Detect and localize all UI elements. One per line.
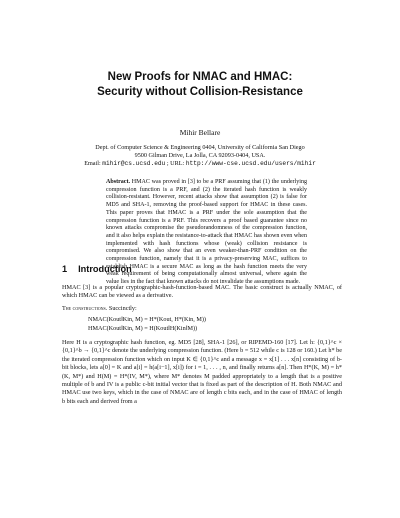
contact-line [0,160,400,169]
abstract-label: Abstract. [106,179,131,185]
paper-title-line1: New Proofs for NMAC and HMAC: [107,71,293,83]
affiliation-line1: Dept. of Computer Science & Engineering 0404, University of California San Diego [95,144,305,151]
constructions-paragraph [62,305,342,313]
abstract [106,179,307,287]
email-link[interactable]: mihir@cs.ucsd.edu [102,160,166,167]
intro-paragraph-1: HMAC [3] is a popular cryptographic-hash-function-based MAC. The basic construct is actually NMAC, of which HMAC can be viewed as a derivative. [62,284,342,300]
section-number: 1 [62,264,68,274]
equation-nmac: NMAC(Kout‖Kin, M) = H*(Kout, H*(Kin, M)) [88,316,206,323]
intro-paragraph-2: Here H is a cryptographic hash function, eg. MD5 [28], SHA-1 [26], or RIPEMD-160 [17]. Let h: {0,1}^c × {0,1}^b → {0,1}^c denote the underlying compression function. (Here b = 512 while c is 128 or 160.) Let h* be the iterated compression function which on input K ∈ {0,1}^c and a message x = x[1] . . . x[n] consisting of b-bit blocks, lets a[0] = K and a[i] = h(a[i−1], x[i]) for i = 1, . . . , n, and finally returns a[n]. Then H*(K, M) = h*(K, M*) and H(M) = H*(IV, M*), where M* denotes M padded appropriately to a length that is a positive multiple of b and IV is a public c-bit initial vector that is fixed as part of the description of H. Both NMAC and HMAC use two keys, which in the case of NMAC are of length c bits each, and in the case of HMAC of length b bits each and derived from a [62,339,342,405]
url-prefix: ; URL: [165,160,186,167]
constructions-text: Succinctly: [107,305,137,312]
paper-title-line2: Security without Collision-Resistance [97,86,303,98]
constructions-label: The constructions. [62,305,108,312]
homepage-link[interactable]: http://www-cse.ucsd.edu/users/mihir [185,160,316,167]
author-name: Mihir Bellare [179,128,221,137]
abstract-text: HMAC was proved in [3] to be a PRF assuming that (1) the underlying compression function is a PRF, and (2) the iterated hash function is weakly collision-resistant. However, recent attacks show that assumption (2) is false for MD5 and SHA-1, removing the proof-based support for HMAC in these cases. This paper proves that HMAC is a PRF under the sole assumption that the compression function is a PRF. This recovers a proof based guarantee since no known attacks compromise the pseudorandomness of the compression function, and it also helps explain the resistance-to-attack that HMAC has shown even when implemented with hash functions whose (weak) collision resistance is compromised. We also show that an even weaker-than-PRF condition on the compression function, namely that it is a privacy-preserving MAC, suffices to establish HMAC is a secure MAC as long as the hash function meets the very weak requirement of being computationally almost universal, where again the value lies in the fact that known attacks do not invalidate the assumptions made. [106,179,307,286]
section-heading [62,264,132,274]
equation-hmac: HMAC(Kout‖Kin, M) = H(Kout‖H(Kin‖M)) [88,325,198,332]
affiliation-line2: 9500 Gilman Drive, La Jolla, CA 92093-0404, USA. [134,152,266,159]
section-title: Introduction [78,264,132,274]
email-prefix: Email: [84,160,103,167]
